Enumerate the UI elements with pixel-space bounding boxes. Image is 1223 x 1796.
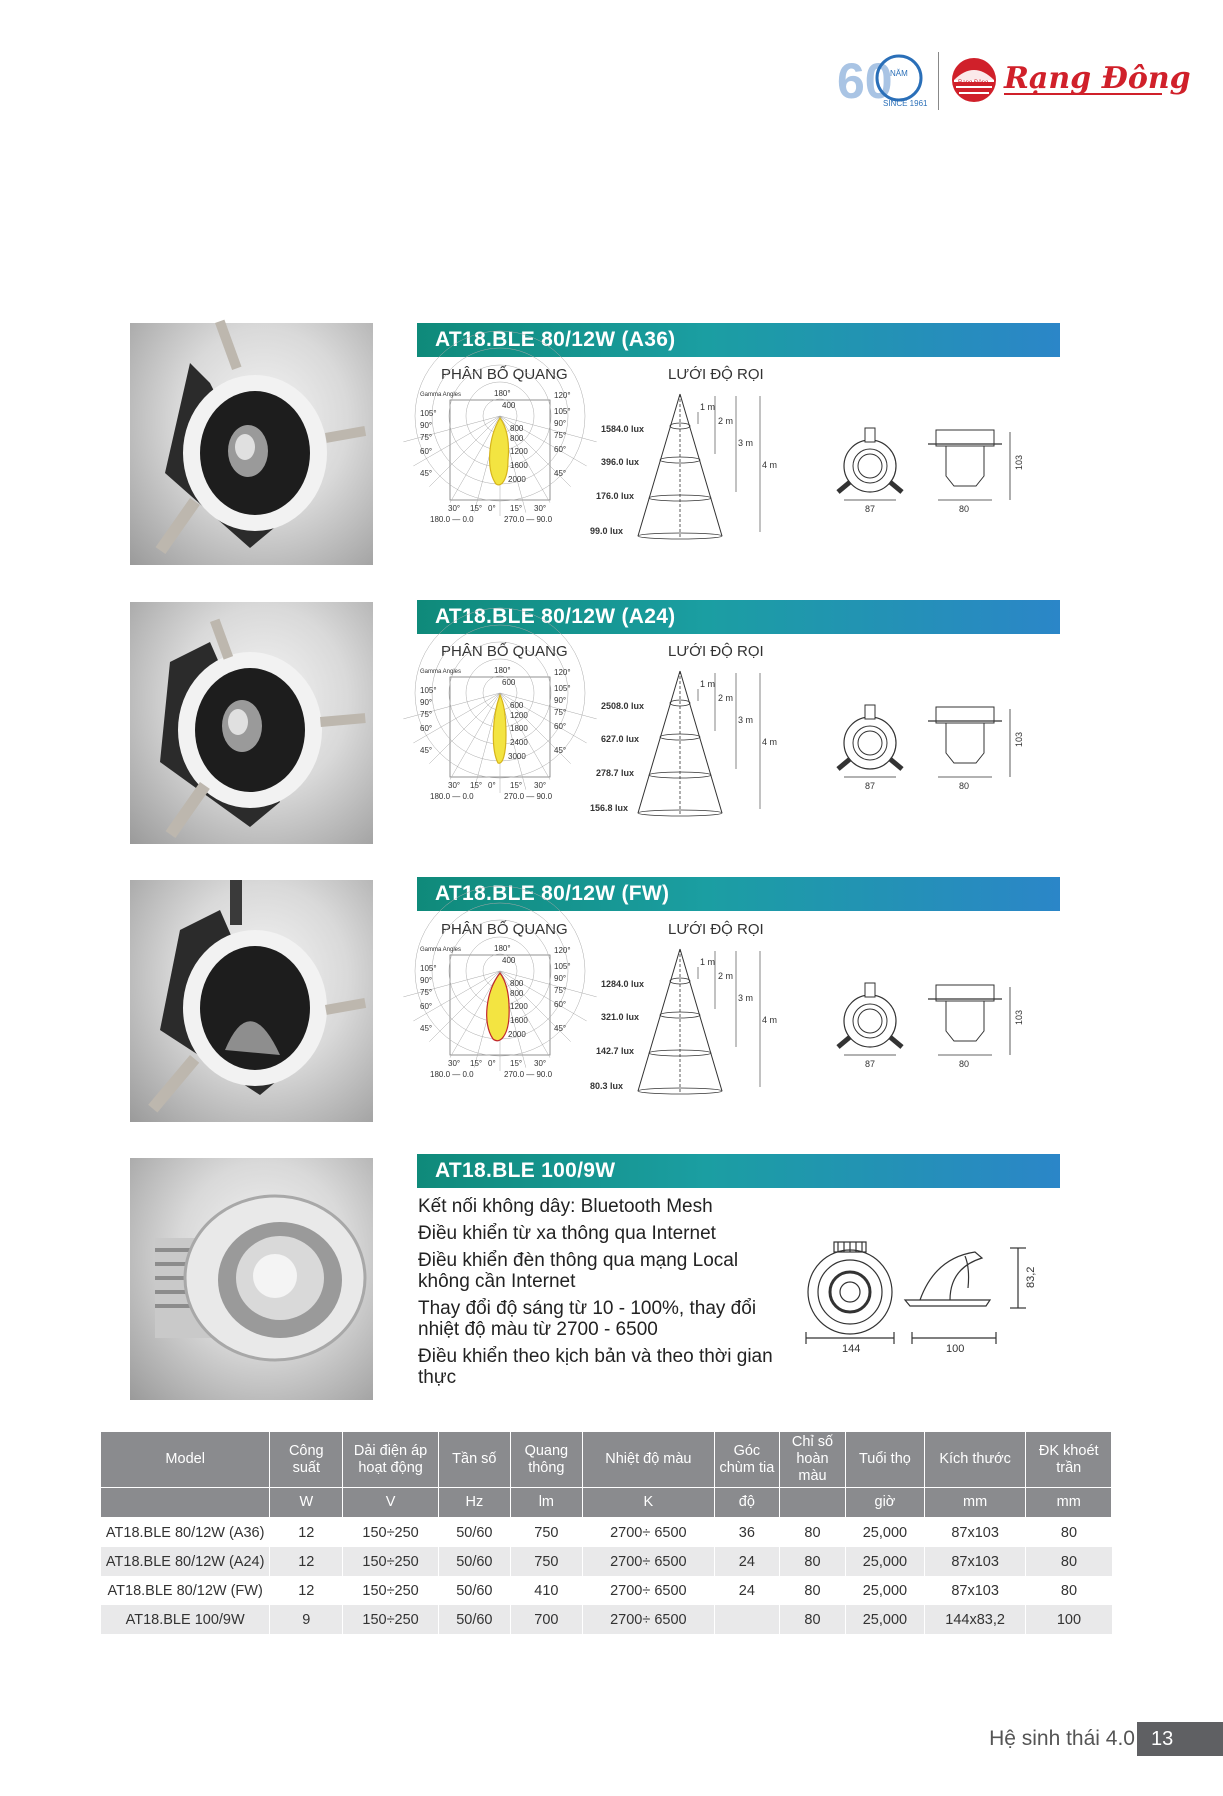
table-cell: 87x103 xyxy=(924,1518,1026,1548)
polar-chart xyxy=(403,886,596,1079)
lux-label: 1284.0 lux xyxy=(601,979,645,989)
table-cell: 50/60 xyxy=(438,1547,510,1576)
ring-label: 1200 xyxy=(510,711,528,720)
gamma-label: Gamma Angles xyxy=(420,669,462,675)
body-outline xyxy=(844,440,896,492)
product-title-fw: AT18.BLE 80/12W (FW) xyxy=(417,877,1060,911)
col-model: Model xyxy=(101,1432,270,1488)
col-luminous-flux: Quang thông xyxy=(510,1432,582,1488)
angle-label: 105° xyxy=(554,962,571,971)
polar-ray xyxy=(403,416,500,442)
table-cell: 12 xyxy=(270,1576,343,1605)
spec-table xyxy=(100,1431,1112,1634)
table-cell: 87x103 xyxy=(924,1547,1026,1576)
dim-label: 103 xyxy=(1014,1009,1024,1025)
spring-clip xyxy=(838,482,850,492)
ring-label: 3000 xyxy=(508,752,526,761)
legend-label: 180.0 — 0.0 xyxy=(430,792,474,801)
unit-cell xyxy=(779,1488,845,1518)
photometric-diagram-a24 xyxy=(418,665,1078,835)
spring-clip xyxy=(890,759,902,769)
angle-label: 90° xyxy=(554,974,567,983)
distance-label: 4 m xyxy=(762,460,778,470)
feature-item: Điều khiển theo kịch bản và theo thời gian thực xyxy=(418,1346,773,1388)
table-cell: 80 xyxy=(1026,1518,1112,1548)
table-cell: AT18.BLE 80/12W (A36) xyxy=(101,1518,270,1548)
ring-label: 800 xyxy=(510,424,524,433)
table-cell: 150÷250 xyxy=(343,1518,439,1548)
angle-label: 45° xyxy=(554,746,567,755)
table-cell: AT18.BLE 100/9W xyxy=(101,1605,270,1634)
angle-label: 120° xyxy=(554,668,571,677)
angle-label: 60° xyxy=(554,445,567,454)
lux-label: 80.3 lux xyxy=(590,1081,624,1091)
angle-label: 105° xyxy=(554,407,571,416)
table-cell: 2700÷ 6500 xyxy=(582,1547,714,1576)
gamma-label: Gamma Angles xyxy=(420,947,462,953)
angle-label: 105° xyxy=(420,964,437,973)
angle-label: 30° xyxy=(448,1059,461,1068)
lux-label: 321.0 lux xyxy=(601,1012,640,1022)
distance-label: 1 m xyxy=(700,402,716,412)
logo-divider xyxy=(938,52,939,110)
brand-small-text: Rạng Đông xyxy=(958,80,989,86)
dim-label: 87 xyxy=(865,1059,876,1069)
legend-label: 180.0 — 0.0 xyxy=(430,515,474,524)
distance-label: 1 m xyxy=(700,679,716,689)
angle-label: 180° xyxy=(494,666,511,675)
ring-label: 800 xyxy=(510,434,524,443)
distance-label: 4 m xyxy=(762,1015,778,1025)
angle-label: 45° xyxy=(554,1024,567,1033)
ring-label: 800 xyxy=(510,989,524,998)
ring-label: 1200 xyxy=(510,447,528,456)
lux-label: 627.0 lux xyxy=(601,734,640,744)
col-beam-angle: Góc chùm tia xyxy=(714,1432,779,1488)
angle-label: 120° xyxy=(554,946,571,955)
distance-label: 2 m xyxy=(718,416,734,426)
housing-outline xyxy=(946,723,984,763)
dim-cutout: 100 xyxy=(946,1343,965,1355)
table-cell: 80 xyxy=(779,1518,845,1548)
dim-label: 103 xyxy=(1014,731,1024,747)
since-year: SINCE 1961 xyxy=(883,99,928,108)
table-cell: 87x103 xyxy=(924,1576,1026,1605)
ring-label: 1600 xyxy=(510,1016,528,1025)
table-cell: AT18.BLE 80/12W (FW) xyxy=(101,1576,270,1605)
lux-label: 1584.0 lux xyxy=(601,424,645,434)
angle-label: 90° xyxy=(554,696,567,705)
angle-label: 75° xyxy=(420,710,433,719)
polar-ray xyxy=(403,971,500,997)
angle-label: 75° xyxy=(420,433,433,442)
housing-outline xyxy=(946,446,984,486)
dim-label: 80 xyxy=(959,781,970,791)
table-cell: AT18.BLE 80/12W (A24) xyxy=(101,1547,270,1576)
angle-label: 15° xyxy=(470,1059,483,1068)
feature-item: Điều khiển đèn thông qua mạng Local không cần Internet xyxy=(418,1250,739,1292)
feature-list xyxy=(418,1196,778,1394)
col-size: Kích thước xyxy=(924,1432,1026,1488)
brand-name: Rạng Đông xyxy=(1004,61,1191,96)
angle-label: 15° xyxy=(510,1059,523,1068)
legend-label: 180.0 — 0.0 xyxy=(430,1070,474,1079)
unit-cell: K xyxy=(582,1488,714,1518)
table-cell: 700 xyxy=(510,1605,582,1634)
angle-label: 30° xyxy=(448,504,461,513)
product-photo-a24 xyxy=(130,602,373,844)
angle-label: 15° xyxy=(510,781,523,790)
table-cell: 12 xyxy=(270,1518,343,1548)
ring-label: 600 xyxy=(510,701,524,710)
photometric-diagram-fw xyxy=(418,943,1078,1113)
table-cell: 36 xyxy=(714,1518,779,1548)
housing-outline xyxy=(946,1001,984,1041)
angle-label: 180° xyxy=(494,389,511,398)
page-number: 13 xyxy=(1137,1722,1223,1756)
table-cell: 24 xyxy=(714,1576,779,1605)
feature-item: Thay đổi độ sáng từ 10 - 100%, thay đổi nhiệt độ màu từ 2700 - 6500 xyxy=(418,1298,757,1340)
spring-clip xyxy=(838,1037,850,1047)
unit-cell: độ xyxy=(714,1488,779,1518)
unit-cell: lm xyxy=(510,1488,582,1518)
lux-label: 278.7 lux xyxy=(596,768,635,778)
angle-label: 45° xyxy=(554,469,567,478)
angle-label: 60° xyxy=(420,724,433,733)
ring-label: 800 xyxy=(510,979,524,988)
table-cell: 12 xyxy=(270,1547,343,1576)
dimension-drawing-100-9w xyxy=(800,1228,1050,1358)
table-cell: 80 xyxy=(779,1605,845,1634)
distance-label: 2 m xyxy=(718,971,734,981)
product-title-a24: AT18.BLE 80/12W (A24) xyxy=(417,600,1060,634)
angle-label: 75° xyxy=(554,431,567,440)
table-cell: 2700÷ 6500 xyxy=(582,1576,714,1605)
angle-label: 90° xyxy=(420,976,433,985)
angle-label: 30° xyxy=(534,504,547,513)
anniversary-word: NĂM xyxy=(890,69,908,78)
table-cell xyxy=(714,1605,779,1634)
distance-label: 4 m xyxy=(762,737,778,747)
angle-label: 90° xyxy=(420,421,433,430)
product-photo-a36 xyxy=(130,323,373,565)
col-power: Công suất xyxy=(270,1432,343,1488)
lens-outline xyxy=(858,454,882,478)
col-color-temp: Nhiệt độ màu xyxy=(582,1432,714,1488)
angle-label: 15° xyxy=(470,504,483,513)
col-frequency: Tần số xyxy=(438,1432,510,1488)
product-photo-fw xyxy=(130,880,373,1122)
polar-chart xyxy=(403,608,596,801)
dim-label: 87 xyxy=(865,504,876,514)
table-cell: 2700÷ 6500 xyxy=(582,1518,714,1548)
angle-label: 30° xyxy=(448,781,461,790)
polar-ray xyxy=(500,693,550,780)
unit-cell: V xyxy=(343,1488,439,1518)
dimension-drawing xyxy=(838,983,1024,1069)
table-cell: 25,000 xyxy=(845,1576,924,1605)
angle-label: 75° xyxy=(554,986,567,995)
angle-label: 90° xyxy=(554,419,567,428)
gamma-label: Gamma Angles xyxy=(420,392,462,398)
polar-chart xyxy=(403,331,596,524)
spring-clip xyxy=(838,759,850,769)
table-header-row xyxy=(101,1432,1112,1488)
lux-label: 396.0 lux xyxy=(601,457,640,467)
lux-label: 2508.0 lux xyxy=(601,701,645,711)
light-distribution-curve xyxy=(490,418,509,485)
body-outline xyxy=(844,995,896,1047)
table-cell: 25,000 xyxy=(845,1547,924,1576)
distance-label: 3 m xyxy=(738,438,754,448)
ring-label: 1600 xyxy=(510,461,528,470)
polar-ray xyxy=(403,693,500,719)
product-photo-100-9w xyxy=(130,1158,373,1400)
angle-label: 15° xyxy=(470,781,483,790)
table-cell: 100 xyxy=(1026,1605,1112,1634)
ring-label: 1200 xyxy=(510,1002,528,1011)
lens-outline xyxy=(858,731,882,755)
col-cutout: ĐK khoét trần xyxy=(1026,1432,1112,1488)
ring-label: 2000 xyxy=(508,1030,526,1039)
angle-label: 60° xyxy=(554,722,567,731)
dim-label: 80 xyxy=(959,1059,970,1069)
dim-label: 80 xyxy=(959,504,970,514)
table-cell: 24 xyxy=(714,1547,779,1576)
angle-label: 0° xyxy=(488,1059,496,1068)
ring-label: 400 xyxy=(502,401,516,410)
grid-label: LƯỚI ĐỘ RỌI xyxy=(668,643,764,660)
distribution-label: PHÂN BỐ QUANG xyxy=(441,366,568,383)
ring-label: 400 xyxy=(502,956,516,965)
angle-label: 60° xyxy=(420,1002,433,1011)
table-cell: 50/60 xyxy=(438,1576,510,1605)
angle-label: 60° xyxy=(554,1000,567,1009)
illuminance-cone xyxy=(590,671,777,816)
body-outline xyxy=(844,717,896,769)
distribution-label: PHÂN BỐ QUANG xyxy=(441,643,568,660)
illuminance-cone xyxy=(590,949,777,1094)
light-distribution-curve xyxy=(493,695,506,763)
table-cell: 80 xyxy=(779,1547,845,1576)
unit-cell: giờ xyxy=(845,1488,924,1518)
dim-diameter: 144 xyxy=(842,1343,861,1355)
table-cell: 750 xyxy=(510,1518,582,1548)
dim-label: 87 xyxy=(865,781,876,791)
mount-stem xyxy=(865,428,875,442)
col-voltage: Dải điện áp hoạt động xyxy=(343,1432,439,1488)
table-cell: 9 xyxy=(270,1605,343,1634)
table-row xyxy=(101,1518,1112,1548)
unit-cell: Hz xyxy=(438,1488,510,1518)
table-cell: 410 xyxy=(510,1576,582,1605)
feature-item: Điều khiển từ xa thông qua Internet xyxy=(418,1223,716,1244)
angle-label: 90° xyxy=(420,698,433,707)
mount-stem xyxy=(865,983,875,997)
col-cri: Chỉ số hoàn màu xyxy=(779,1432,845,1488)
polar-ray xyxy=(429,693,500,764)
distance-label: 3 m xyxy=(738,993,754,1003)
table-cell: 150÷250 xyxy=(343,1576,439,1605)
table-cell: 150÷250 xyxy=(343,1547,439,1576)
angle-label: 105° xyxy=(420,409,437,418)
table-cell: 50/60 xyxy=(438,1605,510,1634)
light-distribution-curve xyxy=(487,973,509,1041)
angle-label: 15° xyxy=(510,504,523,513)
col-lifetime: Tuổi thọ xyxy=(845,1432,924,1488)
angle-label: 0° xyxy=(488,781,496,790)
angle-label: 0° xyxy=(488,504,496,513)
distance-label: 2 m xyxy=(718,693,734,703)
table-cell: 80 xyxy=(1026,1576,1112,1605)
angle-label: 120° xyxy=(554,391,571,400)
legend-label: 270.0 — 90.0 xyxy=(504,792,553,801)
legend-label: 270.0 — 90.0 xyxy=(504,1070,553,1079)
angle-label: 75° xyxy=(554,708,567,717)
table-cell: 80 xyxy=(779,1576,845,1605)
angle-label: 75° xyxy=(420,988,433,997)
footer-title: Hệ sinh thái 4.0 xyxy=(989,1727,1135,1750)
legend-label: 270.0 — 90.0 xyxy=(504,515,553,524)
product-title-100-9w: AT18.BLE 100/9W xyxy=(417,1154,1060,1188)
lux-label: 142.7 lux xyxy=(596,1046,635,1056)
table-unit-row xyxy=(101,1488,1112,1518)
ring-label: 2000 xyxy=(508,475,526,484)
mount-stem xyxy=(865,705,875,719)
angle-label: 30° xyxy=(534,781,547,790)
table-cell: 80 xyxy=(1026,1547,1112,1576)
product-title-a36: AT18.BLE 80/12W (A36) xyxy=(417,323,1060,357)
lux-label: 156.8 lux xyxy=(590,803,629,813)
anniversary-number: 60 xyxy=(837,53,893,109)
ring-label: 600 xyxy=(502,678,516,687)
dim-height: 83,2 xyxy=(1025,1266,1037,1288)
distance-label: 1 m xyxy=(700,957,716,967)
unit-cell: mm xyxy=(1026,1488,1112,1518)
grid-label: LƯỚI ĐỘ RỌI xyxy=(668,366,764,383)
feature-item: Kết nối không dây: Bluetooth Mesh xyxy=(418,1196,713,1217)
angle-label: 180° xyxy=(494,944,511,953)
ring-label: 1800 xyxy=(510,724,528,733)
spring-clip xyxy=(890,482,902,492)
dimension-drawing xyxy=(838,428,1024,514)
angle-label: 45° xyxy=(420,1024,433,1033)
angle-label: 60° xyxy=(420,447,433,456)
angle-label: 45° xyxy=(420,469,433,478)
table-cell: 2700÷ 6500 xyxy=(582,1605,714,1634)
grid-label: LƯỚI ĐỘ RỌI xyxy=(668,921,764,938)
angle-label: 105° xyxy=(420,686,437,695)
unit-cell: W xyxy=(270,1488,343,1518)
table-cell: 144x83,2 xyxy=(924,1605,1026,1634)
table-cell: 25,000 xyxy=(845,1605,924,1634)
dim-label: 103 xyxy=(1014,454,1024,470)
lens-outline xyxy=(858,1009,882,1033)
angle-label: 45° xyxy=(420,746,433,755)
dimension-drawing xyxy=(838,705,1024,791)
illuminance-cone xyxy=(590,394,777,539)
lux-label: 99.0 lux xyxy=(590,526,624,536)
angle-label: 105° xyxy=(554,684,571,693)
unit-cell: mm xyxy=(924,1488,1026,1518)
distance-label: 3 m xyxy=(738,715,754,725)
anniversary-logo xyxy=(835,48,945,112)
unit-cell xyxy=(101,1488,270,1518)
table-row xyxy=(101,1547,1112,1576)
ring-label: 2400 xyxy=(510,738,528,747)
table-row xyxy=(101,1605,1112,1634)
brand-logo xyxy=(950,56,1191,106)
spring-clip xyxy=(890,1037,902,1047)
table-cell: 25,000 xyxy=(845,1518,924,1548)
lux-label: 176.0 lux xyxy=(596,491,635,501)
polar-ray xyxy=(450,693,500,780)
photometric-diagram-a36 xyxy=(418,388,1078,558)
distribution-label: PHÂN BỐ QUANG xyxy=(441,921,568,938)
table-cell: 750 xyxy=(510,1547,582,1576)
table-cell: 150÷250 xyxy=(343,1605,439,1634)
table-cell: 50/60 xyxy=(438,1518,510,1548)
table-row xyxy=(101,1576,1112,1605)
angle-label: 30° xyxy=(534,1059,547,1068)
